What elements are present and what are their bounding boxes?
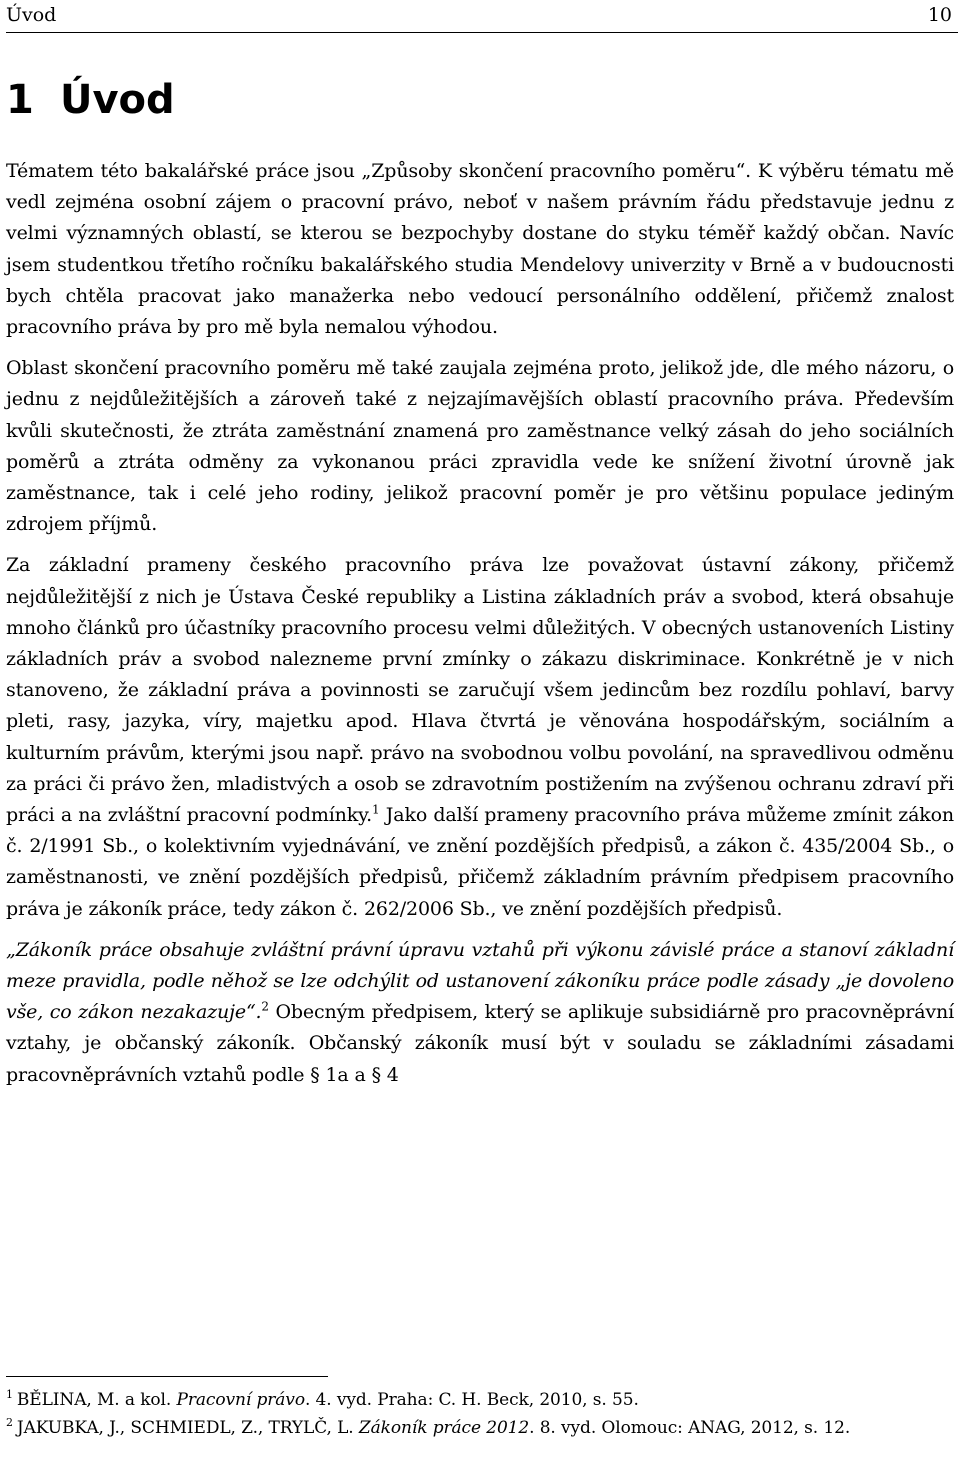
footnotes: [6, 1386, 954, 1442]
footnote-2-title: Zákoník práce 2012: [358, 1418, 530, 1438]
header-page-number: 10: [927, 4, 952, 26]
paragraph-4: [6, 935, 954, 1091]
paragraph-3-text-a: Za základní prameny českého pracovního práva lze považovat ústavní zákony, přičemž nejdůležitější z nich je Ústava České republiky a Listina základních práv a svobod, která obsahuje mnoho článků pro účastníky pracovního procesu velmi důležitých. V obecných ustanoveních Listiny základních práv a svobod nalezneme první zmínky o zákazu diskriminace. Konkrétně je v nich stanoveno, že základní práva a povinnosti se zaručují všem jedincům bez rozdílu pohlaví, barvy pleti, rasy, jazyka, víry, majetku apod. Hlava čtvrtá je věnována hospodářským, sociálním a kulturním právům, kterými jsou např. právo na svobodnou volbu povolání, na spravedlivou odměnu za práci či právo žen, mladistvých a osob se zdravotním postižením na zvýšenou ochranu zdraví při práci a na zvláštní pracovní podmínky.: [6, 554, 954, 827]
footnote-separator: [6, 1376, 328, 1377]
chapter-title-text: Úvod: [60, 77, 175, 123]
footnote-2-number: 2: [6, 1416, 13, 1430]
footnote-ref-1[interactable]: 1: [372, 802, 380, 817]
footnote-1-number: 1: [6, 1388, 13, 1402]
paragraph-3: [6, 550, 954, 924]
footnote-1-publication: . 4. vyd. Praha: C. H. Beck, 2010, s. 55.: [304, 1390, 639, 1410]
footnote-2: [6, 1414, 954, 1442]
chapter-number: 1: [6, 77, 34, 123]
footnote-1-title: Pracovní právo: [176, 1390, 305, 1410]
chapter-heading: [6, 72, 175, 128]
footnote-1-authors: BĚLINA, M. a kol.: [16, 1390, 177, 1410]
body-text: [6, 156, 954, 1101]
paragraph-3-text-b: Jako další prameny pracovního práva můžeme zmínit zákon č. 2/1991 Sb., o kolektivním vyjednávání, ve znění pozdějších předpisů, a zákon č. 435/2004 Sb., o zaměstnanosti, ve znění pozdějších předpisů, přičemž základním právním předpisem pracovního práva je zákoník práce, tedy zákon č. 262/2006 Sb., ve znění pozdějších předpisů.: [6, 804, 954, 920]
header-section-title: Úvod: [6, 4, 57, 26]
footnote-ref-2[interactable]: 2: [261, 999, 269, 1014]
paragraph-4-text-b: Obecným předpisem, který se aplikuje subsidiárně pro pracovněprávní vztahy, je občanský zákoník. Občanský zákoník musí být v souladu se základními zásadami pracovněprávních vztahů podle § 1a a § 4: [6, 1001, 955, 1086]
running-header: [6, 0, 958, 33]
footnote-2-authors: JAKUBKA, J., SCHMIEDL, Z., TRYLČ, L.: [16, 1418, 359, 1438]
paragraph-4-quote: „Zákoník práce obsahuje zvláštní právní úpravu vztahů při výkonu závislé práce a stanoví základní meze pravidla, podle něhož se lze odchýlit od ustanovení zákoníku práce podle zásady „je dovoleno vše, co zákon nezakazuje“.: [6, 938, 954, 1024]
paragraph-1: Tématem této bakalářské práce jsou „Způsoby skončení pracovního poměru“. K výběru tématu mě vedl zejména osobní zájem o pracovní právo, neboť v našem právním řádu představuje jednu z velmi významných oblastí, se kterou se bezpochyby dostane do styku téměř každý občan. Navíc jsem studentkou třetího ročníku bakalářského studia Mendelovy univerzity v Brně a v budoucnosti bych chtěla pracovat jako manažerka nebo vedoucí personálního oddělení, přičemž znalost pracovního práva by pro mě byla nemalou výhodou.: [6, 160, 954, 339]
paragraph-2: Oblast skončení pracovního poměru mě také zaujala zejména proto, jelikož jde, dle mého názoru, o jednu z nejdůležitějších a zároveň také z nejzajímavějších oblastí pracovního práva. Především kvůli skutečnosti, že ztráta zaměstnání znamená pro zaměstnance velký zásah do jeho sociálních poměrů a ztráta odměny za vykonanou práci zpravidla vede ke snížení životní úrovně jak zaměstnance, tak i celé jeho rodiny, jelikož pracovní poměr je pro většinu populace jediným zdrojem příjmů.: [6, 357, 954, 536]
footnote-2-publication: . 8. vyd. Olomouc: ANAG, 2012, s. 12.: [529, 1418, 851, 1438]
footnote-1: [6, 1386, 954, 1414]
